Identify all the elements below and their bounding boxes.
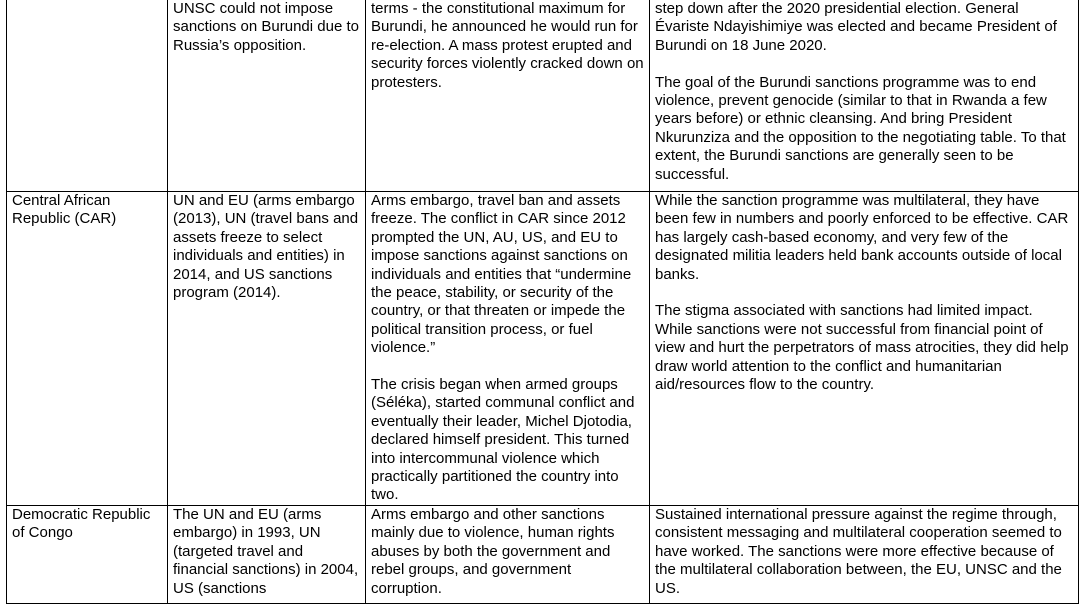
- assessment-paragraph: The stigma associated with sanctions had limited impact. While sanctions were not successful from financial point of view and hurt the perpetrators of mass atrocities, they did help draw world attention to the conflict and humanitarian aid/resources flow to the country.: [655, 302, 1069, 394]
- table-row-drc: [7, 505, 1079, 603]
- sanctions-imposed-text: UNSC could not impose sanctions on Burundi due to Russia’s opposition.: [173, 0, 359, 54]
- cell-country: [7, 505, 168, 603]
- sanctions-imposed-text: The UN and EU (arms embargo) in 1993, UN (targeted travel and financial sanctions) in 2004, US (sanctions: [173, 505, 359, 597]
- cell-context: [366, 0, 650, 192]
- cell-sanctions-imposed: [168, 0, 366, 192]
- country-name: Central African Republic (CAR): [12, 192, 117, 228]
- country-name: Democratic Republic of Congo: [12, 505, 151, 542]
- cell-assessment: [650, 505, 1079, 603]
- assessment-paragraph: step down after the 2020 presidential election. General Évariste Ndayishimiye was elected and became President of Burundi on 18 June 2020.: [655, 0, 1057, 54]
- cell-sanctions-imposed: [168, 192, 366, 506]
- sanctions-table: [6, 0, 1079, 604]
- table-row-car: [7, 192, 1079, 506]
- assessment-paragraph: The goal of the Burundi sanctions programme was to end violence, prevent genocide (similar to that in Rwanda a few years before) or ethnic cleansing. And bring President Nkurunziza and the opposition to the negotiating table. To that extent, the Burundi sanctions are generally seen to be successful.: [655, 73, 1066, 183]
- cell-context: [366, 192, 650, 506]
- context-paragraph: Arms embargo and other sanctions mainly due to violence, human rights abuses by both the government and rebel groups, and government corruption.: [371, 505, 615, 597]
- assessment-paragraph: While the sanction programme was multilateral, they have been few in numbers and poorly enforced to be effective. CAR has largely cash-based economy, and very few of the designated militia leaders held bank accounts outside of local banks.: [655, 192, 1069, 283]
- cell-assessment: [650, 0, 1079, 192]
- cell-sanctions-imposed: [168, 505, 366, 603]
- sanctions-imposed-text: UN and EU (arms embargo (2013), UN (travel bans and assets freeze to select individuals and entities) in 2014, and US sanctions program (2014).: [173, 192, 359, 302]
- table-row-burundi: [7, 0, 1079, 192]
- cell-country: [7, 0, 168, 192]
- cell-assessment: [650, 192, 1079, 506]
- cell-country: [7, 192, 168, 506]
- assessment-paragraph: Sustained international pressure against the regime through, consistent messaging and multilateral cooperation seemed to have worked. The sanctions were more effective because of the multilateral collaboration between, the EU, UNSC and the US.: [655, 505, 1062, 597]
- cell-context: [366, 505, 650, 603]
- context-paragraph: terms - the constitutional maximum for Burundi, he announced he would run for re-election. A mass protest erupted and security forces violently cracked down on protesters.: [371, 0, 644, 91]
- context-paragraph: The crisis began when armed groups (Séléka), started communal conflict and eventually their leader, Michel Djotodia, declared himself president. This turned into intercommunal violence which practically partitioned the country into two.: [371, 376, 635, 504]
- context-paragraph: Arms embargo, travel ban and assets freeze. The conflict in CAR since 2012 prompted the UN, AU, US, and EU to impose sanctions against sanctions on individuals and entities that “undermine the peace, stability, or security of the country, or that threaten or impede the political transition process, or fuel violence.”: [371, 192, 632, 357]
